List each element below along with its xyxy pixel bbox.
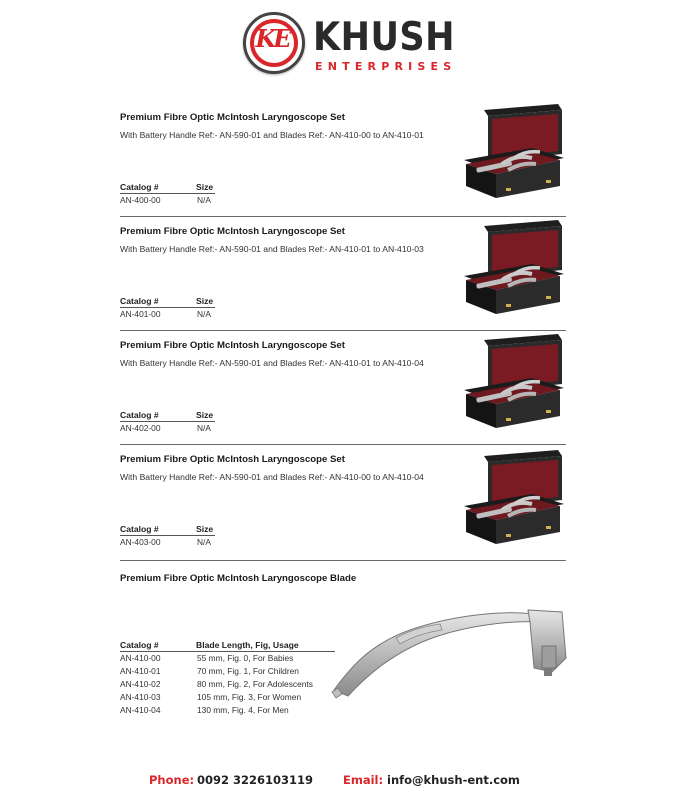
size-header: Size (196, 410, 214, 420)
table-row (120, 666, 360, 679)
size-header: Size (196, 182, 214, 192)
logo-emblem-icon (243, 12, 305, 74)
blade-detail: 80 mm, Fig. 2, For Adolescents (197, 679, 313, 689)
size-header: Size (196, 296, 214, 306)
catalog-number: AN-410-00 (120, 653, 161, 663)
blade-detail: 55 mm, Fig. 0, For Babies (197, 653, 294, 663)
catalog-number: AN-410-02 (120, 679, 161, 689)
product-subtitle: With Battery Handle Ref:- AN-590-01 and Blades Ref:- AN-410-00 to AN-410-01 (120, 130, 424, 140)
catalog-number: AN-403-00 (120, 537, 161, 547)
size-value: N/A (197, 309, 211, 319)
catalog-header: Catalog # (120, 410, 159, 420)
catalog-header: Catalog # (120, 182, 159, 192)
size-value: N/A (197, 537, 211, 547)
brand-subtitle: ENTERPRISES (315, 60, 457, 73)
laryngoscope-set-case-icon (462, 332, 566, 440)
company-logo (243, 12, 457, 78)
size-value: N/A (197, 423, 211, 433)
blade-detail: 130 mm, Fig. 4, For Men (197, 705, 289, 715)
blade-detail: 70 mm, Fig. 1, For Children (197, 666, 299, 676)
product-title: Premium Fibre Optic McIntosh Laryngoscope Set (120, 454, 345, 465)
size-header: Size (196, 524, 214, 534)
phone-label: Phone: (149, 773, 195, 787)
catalog-header: Catalog # (120, 296, 159, 306)
email-link[interactable]: info@khush-ent.com (387, 773, 520, 787)
size-value: N/A (197, 195, 211, 205)
laryngoscope-set-case-icon (462, 102, 566, 210)
phone-number[interactable]: 0092 3226103119 (197, 773, 314, 787)
laryngoscope-set-case-icon (462, 448, 566, 556)
product-title: Premium Fibre Optic McIntosh Laryngoscope Set (120, 112, 345, 123)
blade-detail: 105 mm, Fig. 3, For Women (197, 692, 302, 702)
product-subtitle: With Battery Handle Ref:- AN-590-01 and Blades Ref:- AN-410-01 to AN-410-03 (120, 244, 424, 254)
catalog-number: AN-410-03 (120, 692, 161, 702)
blade-title: Premium Fibre Optic McIntosh Laryngoscope Blade (120, 573, 357, 584)
catalog-header: Catalog # (120, 524, 159, 534)
table-row (120, 705, 360, 718)
laryngoscope-blade-icon (330, 588, 580, 705)
logo-mark: KE (255, 24, 289, 53)
brand-name: KHUSH (313, 15, 455, 60)
product-subtitle: With Battery Handle Ref:- AN-590-01 and Blades Ref:- AN-410-00 to AN-410-04 (120, 472, 424, 482)
laryngoscope-set-case-icon (462, 218, 566, 326)
table-row (120, 653, 360, 666)
catalog-number: AN-410-01 (120, 666, 161, 676)
product-subtitle: With Battery Handle Ref:- AN-590-01 and Blades Ref:- AN-410-01 to AN-410-04 (120, 358, 424, 368)
email-label: Email: (343, 773, 384, 787)
catalog-header: Catalog # (120, 640, 159, 650)
product-title: Premium Fibre Optic McIntosh Laryngoscope Set (120, 340, 345, 351)
catalog-number: AN-402-00 (120, 423, 161, 433)
catalog-number: AN-401-00 (120, 309, 161, 319)
table-row (120, 679, 360, 692)
catalog-number: AN-400-00 (120, 195, 161, 205)
catalog-number: AN-410-04 (120, 705, 161, 715)
table-row (120, 692, 360, 705)
blade-detail-header: Blade Length, Fig, Usage (196, 640, 299, 650)
product-title: Premium Fibre Optic McIntosh Laryngoscope Set (120, 226, 345, 237)
